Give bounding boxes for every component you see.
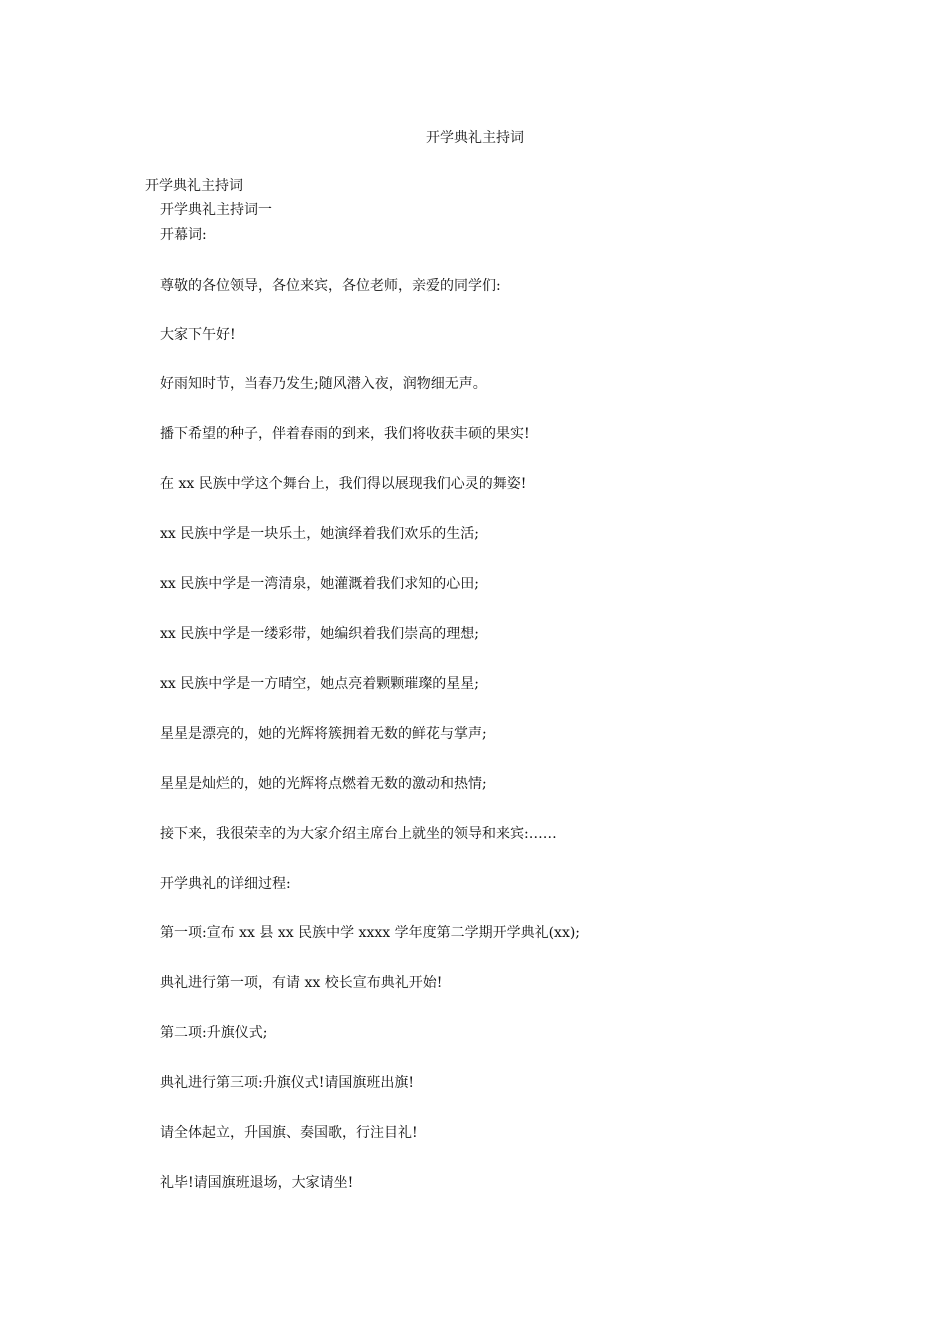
- paragraph: 尊敬的各位领导，各位来宾，各位老师，亲爱的同学们:: [160, 278, 501, 294]
- document-subheading: 开学典礼主持词一: [160, 202, 272, 218]
- paragraph: 星星是灿烂的，她的光辉将点燃着无数的激动和热情;: [160, 776, 487, 792]
- document-title: 开学典礼主持词: [426, 130, 524, 146]
- paragraph: 大家下午好!: [160, 327, 236, 343]
- paragraph: 礼毕!请国旗班退场，大家请坐!: [160, 1175, 354, 1191]
- section-label: 开幕词:: [160, 227, 207, 243]
- paragraph: 开学典礼的详细过程:: [160, 876, 291, 892]
- document-heading: 开学典礼主持词: [145, 178, 243, 194]
- paragraph: xx 民族中学是一块乐土，她演绎着我们欢乐的生活;: [160, 526, 479, 542]
- paragraph: 请全体起立，升国旗、奏国歌，行注目礼!: [160, 1125, 418, 1141]
- paragraph: xx 民族中学是一湾清泉，她灌溉着我们求知的心田;: [160, 576, 479, 592]
- paragraph: 播下希望的种子，伴着春雨的到来，我们将收获丰硕的果实!: [160, 426, 530, 442]
- paragraph: 典礼进行第三项:升旗仪式!请国旗班出旗!: [160, 1075, 414, 1091]
- paragraph: 第一项:宣布 xx 县 xx 民族中学 xxxx 学年度第二学期开学典礼(xx);: [160, 925, 581, 941]
- paragraph: 典礼进行第一项，有请 xx 校长宣布典礼开始!: [160, 975, 443, 991]
- paragraph: xx 民族中学是一缕彩带，她编织着我们崇高的理想;: [160, 626, 479, 642]
- paragraph: 星星是漂亮的，她的光辉将簇拥着无数的鲜花与掌声;: [160, 726, 487, 742]
- paragraph: 第二项:升旗仪式;: [160, 1025, 268, 1041]
- paragraph: xx 民族中学是一方晴空，她点亮着颗颗璀璨的星星;: [160, 676, 479, 692]
- paragraph: 接下来，我很荣幸的为大家介绍主席台上就坐的领导和来宾:……: [160, 826, 557, 842]
- paragraph: 在 xx 民族中学这个舞台上，我们得以展现我们心灵的舞姿!: [160, 476, 527, 492]
- paragraph: 好雨知时节，当春乃发生;随风潜入夜，润物细无声。: [160, 376, 487, 392]
